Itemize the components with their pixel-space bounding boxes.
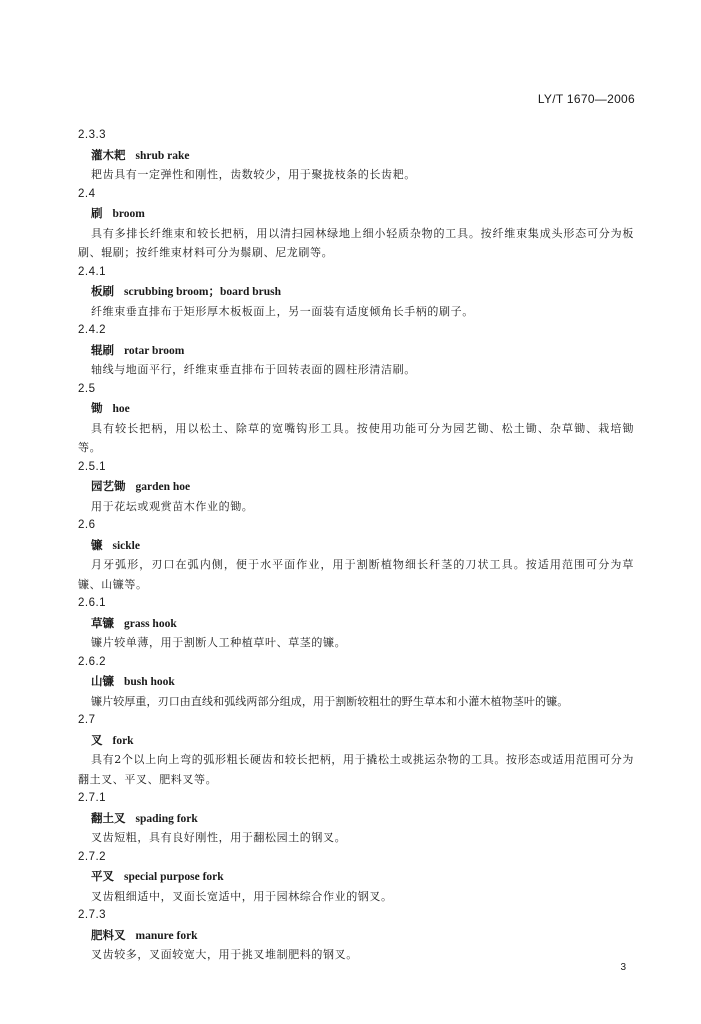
term-heading	[78, 536, 634, 556]
clause-number: 2.7.1	[78, 792, 107, 804]
term-heading	[78, 809, 634, 829]
term-heading	[78, 399, 634, 419]
term-heading	[78, 282, 634, 302]
term-english: scrubbing broom；board brush	[124, 286, 281, 298]
term-chinese: 肥料叉	[91, 927, 126, 942]
term-heading	[78, 146, 634, 166]
term-english: bush hook	[124, 676, 175, 688]
term-definition: 纤维束垂直排布于矩形厚木板板面上，另一面装有适度倾角长手柄的刷子。	[91, 304, 474, 318]
clause-number: 2.4.2	[78, 324, 107, 336]
clause-number: 2.4.1	[78, 265, 107, 278]
term-english: sickle	[112, 539, 140, 552]
term-entry-2-5-1	[78, 458, 634, 517]
term-entry-2-7-1	[78, 789, 634, 848]
term-definition: 具有2个以上向上弯的弧形粗长硬齿和较长把柄，用于撬松土或挑运杂物的工具。按形态或适用范围可分为翻土叉、平叉、肥料叉等。	[78, 753, 634, 786]
clause-number: 2.7.3	[78, 909, 107, 921]
clause-number: 2.5.1	[78, 460, 107, 473]
term-entry-2-4-2	[78, 321, 634, 380]
term-definition: 月牙弧形，刃口在弧内侧，便于水平面作业，用于割断植物细长秆茎的刀状工具。按适用范围可分为草镰、山镰等。	[78, 558, 634, 591]
term-entry-2-5	[78, 380, 634, 458]
term-heading	[78, 731, 634, 751]
term-chinese: 平叉	[91, 869, 114, 883]
term-definition: 轴线与地面平行，纤维束垂直排布于回转表面的圆柱形清洁刷。	[91, 363, 416, 376]
term-entry-2-7-2	[78, 848, 634, 907]
term-chinese: 草镰	[91, 615, 114, 630]
clause-number: 2.6	[78, 519, 96, 531]
term-entry-2-7-3	[78, 906, 634, 965]
term-chinese: 翻土叉	[91, 810, 126, 825]
term-definition: 具有较长把柄，用以松土、除草的宽嘴钩形工具。按使用功能可分为园艺锄、松土锄、杂草锄、栽培锄等。	[78, 421, 634, 454]
term-heading	[78, 926, 634, 946]
term-heading	[78, 477, 634, 497]
term-english: special purpose fork	[124, 871, 224, 883]
term-english: shrub rake	[135, 149, 190, 162]
term-definition: 叉齿短粗，具有良好刚性，用于翻松园土的钢叉。	[91, 831, 347, 844]
term-chinese: 锄	[91, 401, 103, 415]
term-chinese: 辊刷	[91, 342, 114, 357]
term-english: fork	[112, 734, 134, 747]
term-definition: 叉齿粗细适中，叉面长宽适中，用于园林综合作业的钢叉。	[91, 889, 393, 903]
term-chinese: 镰	[91, 537, 103, 552]
page-number: 3	[620, 962, 626, 973]
standard-code: LY/T 1670—2006	[537, 92, 635, 106]
term-english: garden hoe	[135, 481, 191, 493]
term-definition: 叉齿较多，叉面较宽大，用于挑叉堆制肥料的钢叉。	[91, 948, 358, 961]
term-entry-2-4	[78, 185, 634, 263]
term-english: grass hook	[124, 617, 177, 630]
clause-number: 2.4	[78, 187, 96, 200]
terms-list	[78, 126, 634, 965]
term-definition: 耙齿具有一定弹性和刚性，齿数较少，用于聚拢枝条的长齿耙。	[91, 168, 416, 181]
term-definition: 具有多排长纤维束和较长把柄，用以清扫园林绿地上细小轻质杂物的工具。按纤维束集成头形态可分为板刷、辊刷；按纤维束材料可分为鬃刷、尼龙刷等。	[78, 226, 634, 259]
term-definition: 用于花坛或观赏苗木作业的锄。	[91, 499, 254, 513]
term-entry-2-3-3	[78, 126, 634, 185]
term-entry-2-6-2	[78, 653, 634, 712]
clause-number: 2.3.3	[78, 129, 107, 141]
clause-number: 2.7.2	[78, 850, 107, 863]
term-entry-2-4-1	[78, 263, 634, 322]
term-chinese: 灌木耙	[91, 147, 126, 162]
term-definition: 镰片较单薄，用于割断人工种植草叶、草茎的镰。	[91, 636, 347, 649]
term-english: manure fork	[135, 929, 198, 942]
term-chinese: 叉	[91, 732, 103, 747]
clause-number: 2.6.1	[78, 597, 107, 609]
term-chinese: 刷	[91, 206, 103, 220]
term-heading	[78, 614, 634, 634]
term-heading	[78, 672, 634, 692]
term-entry-2-7	[78, 711, 634, 789]
clause-number: 2.6.2	[78, 655, 107, 668]
term-entry-2-6	[78, 516, 634, 594]
term-chinese: 园艺锄	[91, 479, 126, 493]
term-heading	[78, 204, 634, 224]
term-entry-2-6-1	[78, 594, 634, 653]
clause-number: 2.5	[78, 382, 96, 395]
term-heading	[78, 867, 634, 887]
term-english: spading fork	[135, 812, 198, 825]
term-heading	[78, 341, 634, 361]
term-chinese: 板刷	[91, 284, 114, 298]
term-chinese: 山镰	[91, 674, 114, 688]
term-definition: 镰片较厚重，刃口由直线和弧线两部分组成，用于割断较粗壮的野生草本和小灌木植物茎叶的镰。	[91, 694, 569, 708]
term-english: rotar broom	[124, 344, 185, 357]
clause-number: 2.7	[78, 714, 96, 726]
term-english: broom	[112, 208, 145, 220]
term-english: hoe	[112, 403, 130, 415]
